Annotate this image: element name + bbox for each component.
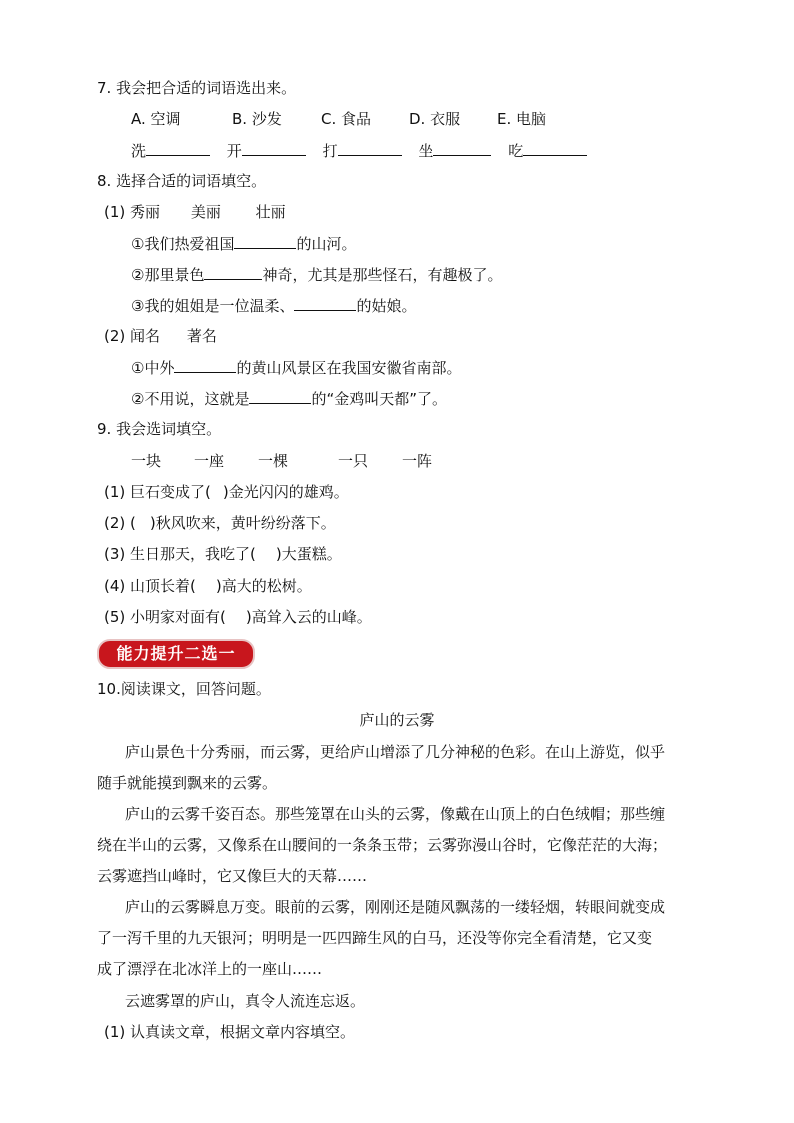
q9-item-4-after: )高大的松树。: [215, 577, 312, 595]
q8-sentence-4: [131, 357, 461, 378]
q9-item-5: [104, 607, 372, 627]
q9-word-4: 一只: [338, 452, 369, 470]
q9-item-5-after: )高耸入云的山峰。: [245, 608, 372, 626]
q8-blank-2[interactable]: [204, 264, 262, 280]
question-8-title: 8. 选择合适的词语填空。: [97, 172, 267, 190]
q8-s3-before: ③我的姐姐是一位温柔、: [131, 297, 295, 315]
q8-sentence-2: [131, 264, 502, 285]
q7-option-a: A. 空调: [131, 110, 181, 128]
passage-line-5: 云雾遮挡山峰时，它又像巨大的天幕……: [97, 867, 368, 885]
q9-item-4: [104, 576, 312, 596]
q7-blank-row: [131, 140, 587, 161]
passage-line-9: 云遮雾罩的庐山，真令人流连忘返。: [125, 992, 366, 1010]
q10-subquestion-1: (1) 认真读文章，根据文章内容填空。: [104, 1023, 356, 1041]
q9-item-1-before: (1) 巨石变成了(: [104, 483, 211, 501]
q8-part1-words: [104, 202, 286, 222]
q9-word-5: 一阵: [402, 452, 433, 470]
q8-blank-4[interactable]: [174, 357, 236, 373]
q8-sentence-1: [131, 233, 356, 254]
q9-item-1-after: )金光闪闪的雄鸡。: [222, 483, 349, 501]
q8-s3-after: 的姑娘。: [356, 297, 417, 315]
passage-line-3: 庐山的云雾千姿百态。那些笼罩在山头的云雾，像戴在山顶上的白色绒帽；那些缠: [125, 805, 666, 823]
q9-item-3-after: )大蛋糕。: [275, 545, 342, 563]
q8-blank-5[interactable]: [249, 388, 311, 404]
q7-option-b: B. 沙发: [232, 110, 282, 128]
q9-item-5-before: (5) 小明家对面有(: [104, 608, 226, 626]
q9-item-4-before: (4) 山顶长着(: [104, 577, 196, 595]
q7-verb-5: 吃: [508, 142, 524, 160]
q9-item-2-before: (2) (: [104, 514, 136, 532]
q9-item-2-after: )秋风吹来，黄叶纷纷落下。: [149, 514, 336, 532]
q8-s5-before: ②不用说，这就是: [131, 390, 250, 408]
q9-word-2: 一座: [194, 452, 225, 470]
q7-blank-1[interactable]: [146, 140, 210, 156]
q7-blank-4[interactable]: [433, 140, 491, 156]
q9-word-1: 一块: [131, 452, 162, 470]
passage-line-1: 庐山景色十分秀丽，而云雾，更给庐山增添了几分神秘的色彩。在山上游览，似乎: [125, 743, 666, 761]
q7-blank-2[interactable]: [242, 140, 306, 156]
q8-part2-words: [104, 326, 217, 346]
q8-part1-label: (1) 秀丽: [104, 203, 161, 221]
q8-s1-after: 的山河。: [296, 235, 357, 253]
q8-s2-before: ②那里景色: [131, 266, 205, 284]
q8-s4-after: 的黄山风景区在我国安徽省南部。: [236, 359, 462, 377]
q8-word-zhuming: 著名: [186, 327, 217, 345]
passage-line-8: 成了漂浮在北冰洋上的一座山……: [97, 960, 323, 978]
q8-s1-before: ①我们热爱祖国: [131, 235, 235, 253]
q7-verb-4: 坐: [418, 142, 434, 160]
section-badge: 能力提升二选一: [97, 639, 255, 669]
q7-verb-1: 洗: [131, 142, 147, 160]
q8-part2-label: (2) 闻名: [104, 327, 161, 345]
q9-item-1: [104, 482, 349, 502]
q8-word-zhuangli: 壮丽: [255, 203, 286, 221]
q8-blank-3[interactable]: [294, 295, 356, 311]
q9-item-2: [104, 513, 336, 533]
q8-sentence-3: [131, 295, 416, 316]
q8-sentence-5: [131, 388, 447, 409]
q8-blank-1[interactable]: [234, 233, 296, 249]
q9-word-3: 一棵: [258, 452, 289, 470]
passage-line-6: 庐山的云雾瞬息万变。眼前的云雾，刚刚还是随风飘荡的一缕轻烟，转眼间就变成: [125, 898, 666, 916]
passage-line-7: 了一泻千里的九天银河；明明是一匹四蹄生风的白马，还没等你完全看清楚，它又变: [97, 929, 653, 947]
q7-blank-3[interactable]: [338, 140, 402, 156]
q7-option-c: C. 食品: [321, 110, 372, 128]
q9-item-3-before: (3) 生日那天，我吃了(: [104, 545, 256, 563]
q7-option-d: D. 衣服: [409, 110, 461, 128]
q7-blank-5[interactable]: [523, 140, 587, 156]
q8-word-meili: 美丽: [190, 203, 221, 221]
passage-line-2: 随手就能摸到飘来的云雾。: [97, 774, 278, 792]
q7-verb-2: 开: [226, 142, 242, 160]
q9-item-3: [104, 544, 342, 564]
passage-line-4: 绕在半山的云雾，又像系在山腰间的一条条玉带；云雾弥漫山谷时，它像茫茫的大海；: [97, 836, 668, 854]
question-10-title: 10.阅读课文，回答问题。: [97, 680, 271, 698]
q8-s4-before: ①中外: [131, 359, 175, 377]
q8-s2-after: 神奇，尤其是那些怪石，有趣极了。: [262, 266, 503, 284]
q7-verb-3: 打: [322, 142, 338, 160]
passage-title: 庐山的云雾: [359, 711, 435, 729]
q8-s5-after: 的“金鸡叫天都”了。: [311, 390, 447, 408]
question-9-title: 9. 我会选词填空。: [97, 420, 222, 438]
question-7-title: 7. 我会把合适的词语选出来。: [97, 79, 297, 97]
q7-option-e: E. 电脑: [497, 110, 547, 128]
